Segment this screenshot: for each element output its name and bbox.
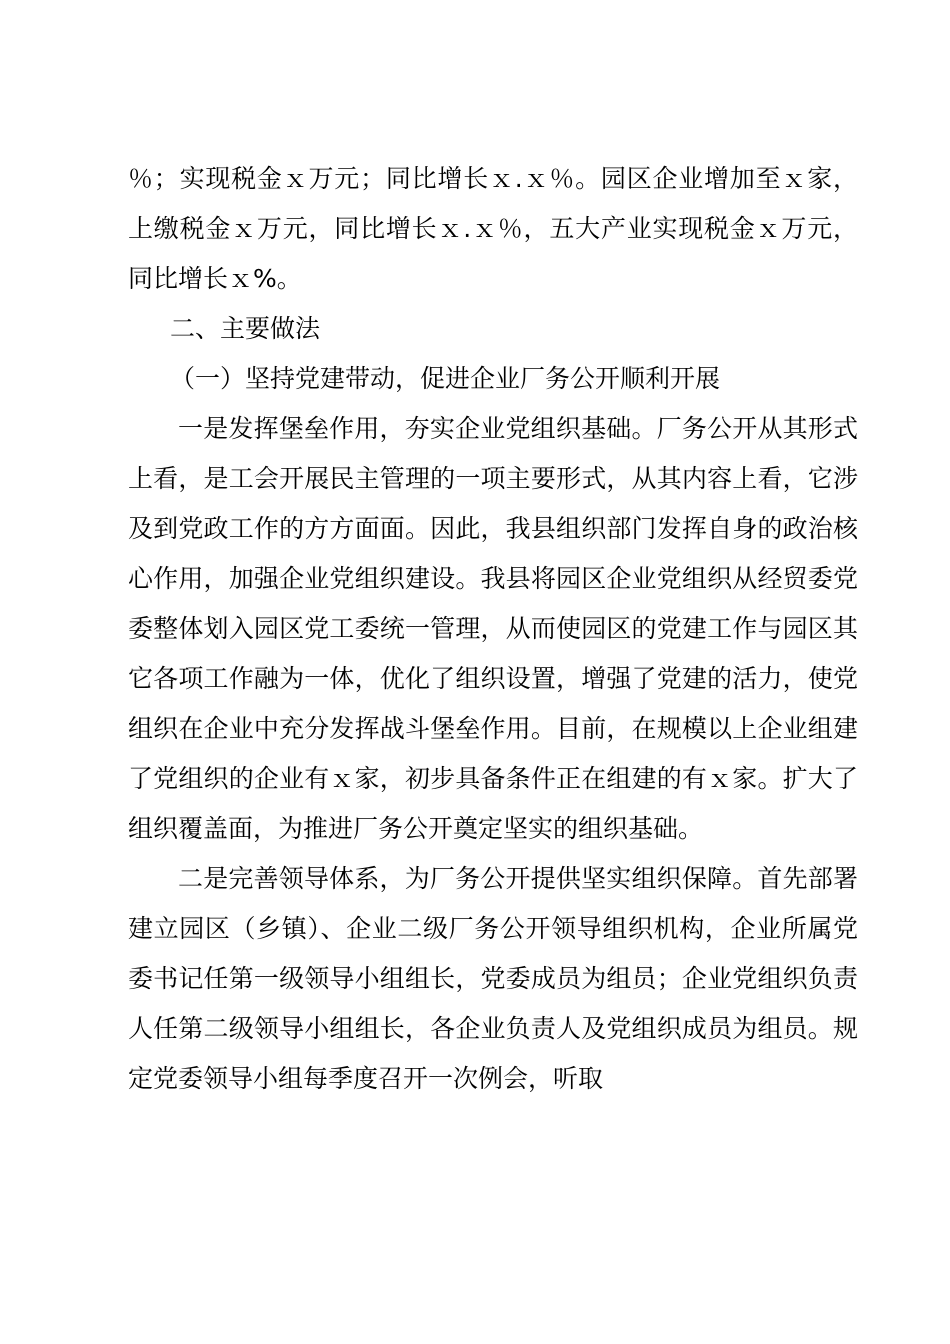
document-page xyxy=(128,154,858,1104)
paragraph-body: 一是发挥堡垒作用，夯实企业党组织基础。厂务公开从其形式上看，是工会开展民主管理的一项主要形式，从其内容上看，它涉及到党政工作的方方面面。因此，我县组织部门发挥自身的政治核心作用，加强企业党组织建设。我县将园区企业党组织从经贸委党委整体划入园区党工委统一管理，从而使园区的党建工作与园区其它各项工作融为一体，优化了组织设置，增强了党建的活力，使党组织在企业中充分发挥战斗堡垒作用。目前，在规模以上企业组建了党组织的企业有ｘ家，初步具备条件正在组建的有ｘ家。扩大了组织覆盖面，为推进厂务公开奠定坚实的组织基础。 xyxy=(128,414,858,843)
paragraph-continuation: ％；实现税金ｘ万元；同比增长ｘ.ｘ％。园区企业增加至ｘ家，上缴税金ｘ万元，同比增长ｘ.ｘ％，五大产业实现税金ｘ万元，同比增长ｘ%。 xyxy=(128,164,858,293)
section-heading: 二、主要做法 xyxy=(170,314,321,343)
subsection-heading: （一）坚持党建带动，促进企业厂务公开顺利开展 xyxy=(170,364,721,393)
paragraph-body: 二是完善领导体系，为厂务公开提供坚实组织保障。首先部署建立园区（乡镇）、企业二级厂务公开领导组织机构，企业所属党委书记任第一级领导小组组长，党委成员为组员；企业党组织负责人任第二级领导小组组长，各企业负责人及党组织成员为组员。规定党委领导小组每季度召开一次例会，听取 xyxy=(128,864,858,1093)
